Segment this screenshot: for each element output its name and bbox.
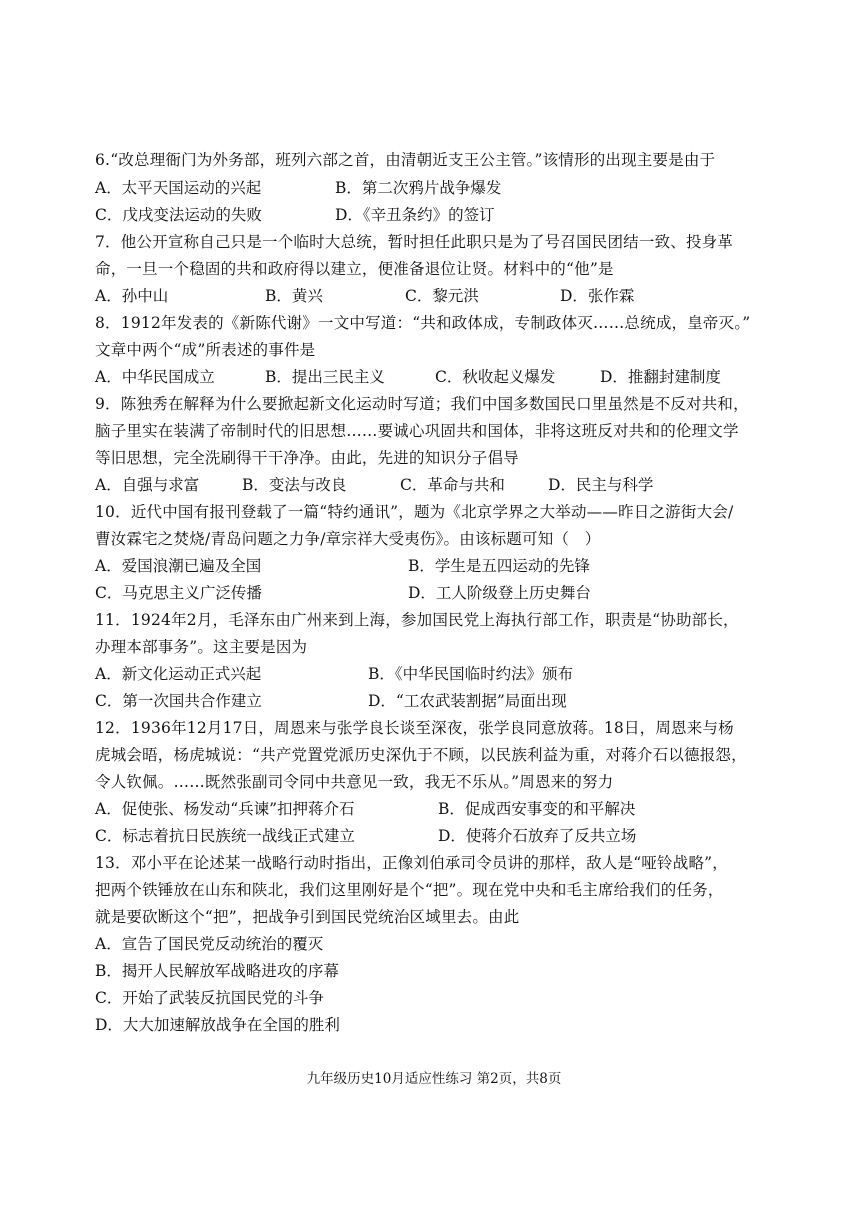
option-a: A．孙中山 [95,287,169,305]
option-b: B．黄兴 [265,287,323,305]
option-b: B．《中华民国临时约法》颁布 [368,665,574,683]
question-text: 11．1924年2月，毛泽东由广州来到上海，参加国民党上海执行部工作，职责是“协助部长， [95,611,739,629]
question-text: 13．邓小平在论述某一战略行动时指出，正像刘伯承司令员讲的那样，敌人是“哑铃战略”， [95,854,728,872]
question-text: 9．陈独秀在解释为什么要掀起新文化运动时写道；我们中国多数国民口里虽然是不反对共和， [95,395,749,413]
question-text: 命，一旦一个稳固的共和政府得以建立，便准备退位让贤。材料中的“他”是 [95,260,614,278]
question-text: 脑子里实在装满了帝制时代的旧思想……要诚心巩固共和国体，非将这班反对共和的伦理文学 [95,422,739,440]
option-b: B．提出三民主义 [265,368,385,386]
question-text: 等旧思想，完全洗刷得干干净净。由此，先进的知识分子倡导 [95,449,519,467]
option-d: D．工人阶级登上历史舞台 [408,584,591,602]
option-d: D．民主与科学 [548,476,654,494]
page-footer: 九年级历史10月适应性练习 第2页，共8页 [306,1071,562,1087]
question-text: 12．1936年12月17日，周恩来与张学良长谈至深夜，张学良同意放蒋。18日，周恩来与杨 [95,719,734,737]
option-a: A．太平天国运动的兴起 [95,179,262,197]
option-c: C．革命与共和 [400,476,505,494]
question-text: 把两个铁锤放在山东和陕北，我们这里刚好是个“把”。现在党中央和毛主席给我们的任务， [95,881,724,899]
option-c: C．黎元洪 [405,287,479,305]
question-text: 文章中两个“成”所表述的事件是 [95,341,316,359]
question-text: 曹汝霖宅之焚烧/青岛问题之力争/章宗祥大受夷伤》。由该标题可知（ ） [95,530,601,548]
option-d: D．“工农武装割据”局面出现 [368,692,567,710]
question-text: 6.“改总理衙门为外务部，班列六部之首，由清朝近支王公主管。”该情形的出现主要是由于 [95,151,716,169]
question-text: 10．近代中国有报刊登载了一篇“特约通讯”，题为《北京学界之大举动——昨日之游街大会/ [95,503,734,521]
option-a: A．中华民国成立 [95,368,215,386]
option-a: A．爱国浪潮已遍及全国 [95,557,262,575]
option-d: D．使蒋介石放弃了反共立场 [438,827,637,845]
question-text: 令人钦佩。……既然张副司令同中共意见一致，我无不乐从。”周恩来的努力 [95,773,614,791]
option-a: A．新文化运动正式兴起 [95,665,262,683]
question-text: 7．他公开宣称自己只是一个临时大总统，暂时担任此职只是为了号召国民团结一致、投身革 [95,233,734,251]
question-text: 办理本部事务”。这主要是因为 [95,638,308,656]
option-d: D．推翻封建制度 [600,368,721,386]
option-c: C．第一次国共合作建立 [95,692,262,710]
option-c: C．标志着抗日民族统一战线正式建立 [95,827,355,845]
question-text: 就是要砍断这个“把”，把战争引到国民党统治区域里去。由此 [95,908,520,926]
option-b: B．第二次鸦片战争爆发 [335,179,502,197]
question-text: 虎城会晤，杨虎城说：“共产党置党派历史深仇于不顾，以民族利益为重，对蒋介石以德报怨， [95,746,747,764]
option-a: A．促使张、杨发动“兵谏”扣押蒋介石 [95,800,355,818]
option-b: B．变法与改良 [242,476,347,494]
option-d: D．张作霖 [560,287,635,305]
option-c: C．秋收起义爆发 [435,368,556,386]
option-a: A．自强与求富 [95,476,200,494]
option-b: B．揭开人民解放军战略进攻的序幕 [95,962,339,980]
option-b: B．促成西安事变的和平解决 [438,800,636,818]
option-b: B．学生是五四运动的先锋 [408,557,590,575]
question-text: 8．1912年发表的《新陈代谢》一文中写道：“共和政体成，专制政体灭……总统成，皇帝灭。” [95,314,751,332]
option-d: D．大大加速解放战争在全国的胜利 [95,1016,340,1034]
option-c: C．马克思主义广泛传播 [95,584,262,602]
option-c: C．开始了武装反抗国民党的斗争 [95,989,324,1007]
option-d: D．《辛丑条约》的签订 [335,206,495,224]
option-c: C．戊戌变法运动的失败 [95,206,262,224]
option-a: A．宣告了国民党反动统治的覆灭 [95,935,324,953]
